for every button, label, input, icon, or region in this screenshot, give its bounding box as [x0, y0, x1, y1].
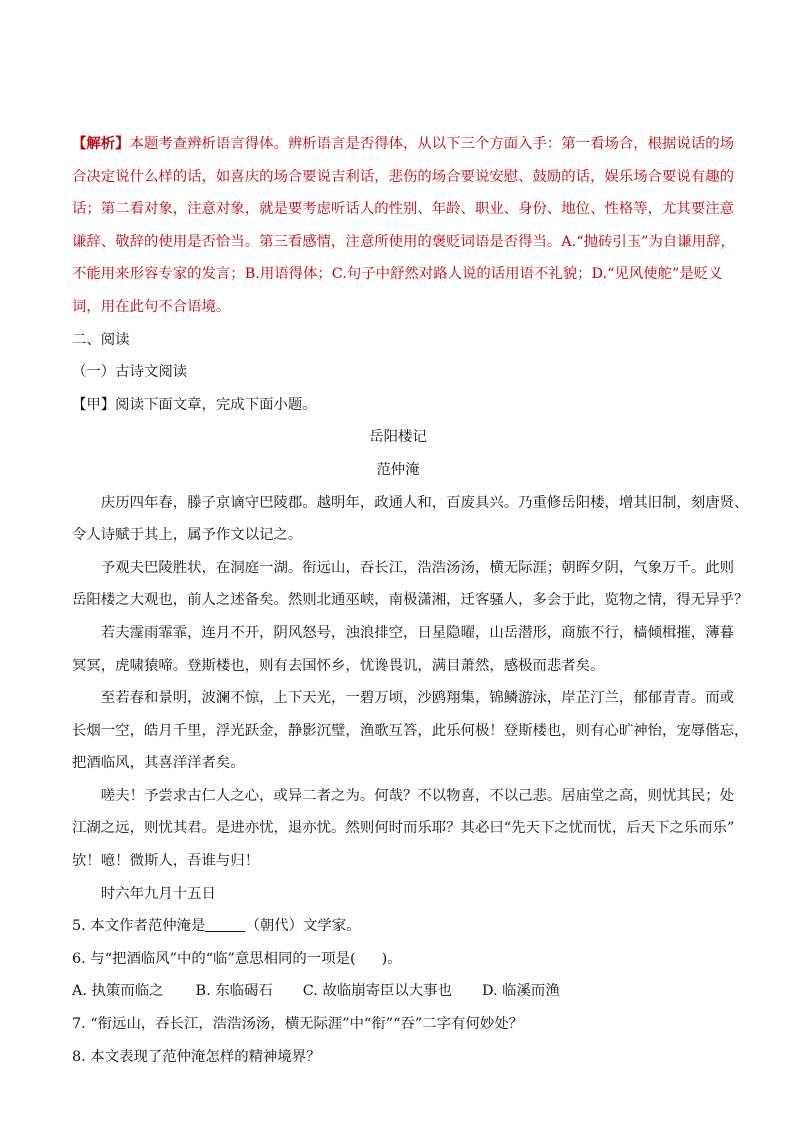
essay-date: 时六年九月十五日 — [100, 885, 216, 902]
analysis-line: 谦辞、敬辞的使用是否恰当。第三看感情，注意所使用的褒贬词语是否得当。A.“抛砖引玉”为自谦用辞， — [72, 233, 735, 250]
option-a: A. 执策而临之 — [72, 983, 164, 1000]
subsection-heading: （一）古诗文阅读 — [72, 364, 188, 381]
analysis-line: 话；第二看对象，注意对象，就是要考虑听话人的性别、年龄、职业、身份、地位、性格等，尤其要注意 — [72, 201, 734, 218]
option-c: C. 故临崩寄臣以大事也 — [302, 983, 452, 1000]
essay-paragraph: 予观夫巴陵胜状，在洞庭一湖。衔远山，吞长江，浩浩汤汤，横无际涯；朝晖夕阴，气象万千。此则 岳阳楼之大观也，前人之述备矣。然则北通巫峡，南极潇湘，迁客骚人，多会于此，览物之情，得无异乎？ — [72, 559, 749, 609]
analysis-line: 不能用来形容专家的发言；B.用语得体；C.句子中舒然对路人说的话用语不礼貌；D.“见风使舵”是贬义 — [72, 266, 723, 283]
question-7: 7. “衔远山，吞长江，浩浩汤汤，横无际涯”中“衔”“吞”二字有何妙处？ — [72, 1016, 523, 1033]
reading-instruction: 【甲】阅读下面文章，完成下面小题。 — [72, 396, 317, 413]
document-page — [72, 128, 749, 1073]
question-5: 5. 本文作者范仲淹是 （朝代）文学家。 — [72, 918, 361, 935]
option-b: B. 东临碣石 — [195, 983, 273, 1000]
question-6: 6. 与“把酒临风”中的“临”意思相同的一项是( )。 — [72, 950, 402, 967]
option-d: D. 临溪而渔 — [481, 983, 560, 1000]
essay-paragraph: 至若春和景明，波澜不惊，上下天光，一碧万顷，沙鸥翔集，锦鳞游泳，岸芷汀兰，郁郁青青。而或 长烟一空，皓月千里，浮光跃金，静影沉璧，渔歌互答，此乐何极！登斯楼也，则有心旷神怡，宠辱偕忘， 把酒临风，其喜洋洋者矣。 — [72, 690, 749, 772]
essay-paragraph: 嗟夫！予尝求古仁人之心，或异二者之为。何哉？不以物喜，不以己悲。居庙堂之高，则忧其民；处 江湖之远，则忧其君。是进亦忧，退亦忧。然则何时而乐耶？其必曰“先天下之忧而忧，后天下之乐而乐” 欤！噫！微斯人，吾谁与归！ — [72, 787, 735, 870]
question-6-options — [72, 975, 724, 1008]
question-8: 8. 本文表现了范仲淹怎样的精神境界？ — [72, 1048, 321, 1065]
analysis-line: 词，用在此句不合语境。 — [72, 298, 231, 315]
answer-blank — [205, 917, 245, 932]
essay-title: 岳阳楼记 — [369, 429, 427, 446]
section-heading: 二、阅读 — [72, 331, 130, 348]
analysis-tag: 【解析】 — [72, 135, 130, 152]
essay-author: 范仲淹 — [376, 461, 420, 478]
essay-paragraph: 若夫霪雨霏霏，连月不开，阴风怒号，浊浪排空，日星隐曜，山岳潜形，商旅不行，樯倾楫摧，薄暮 冥冥，虎啸猿啼。登斯楼也，则有去国怀乡，忧谗畏讥，满目萧然，感极而悲者矣。 — [72, 624, 734, 674]
analysis-line: 【解析】本题考查辨析语言得体。辨析语言是否得体，从以下三个方面入手：第一看场合，根据说话的场 — [72, 135, 734, 152]
analysis-line: 合决定说什么样的话，如喜庆的场合要说吉利话，悲伤的场合要说安慰、鼓励的话，娱乐场合要说有趣的 — [72, 168, 734, 185]
essay-paragraph: 庆历四年春，滕子京谪守巴陵郡。越明年，政通人和，百废具兴。乃重修岳阳楼，增其旧制，刻唐贤、 令人诗赋于其上，属予作文以记之。 — [72, 494, 749, 544]
analysis-block — [72, 128, 735, 324]
